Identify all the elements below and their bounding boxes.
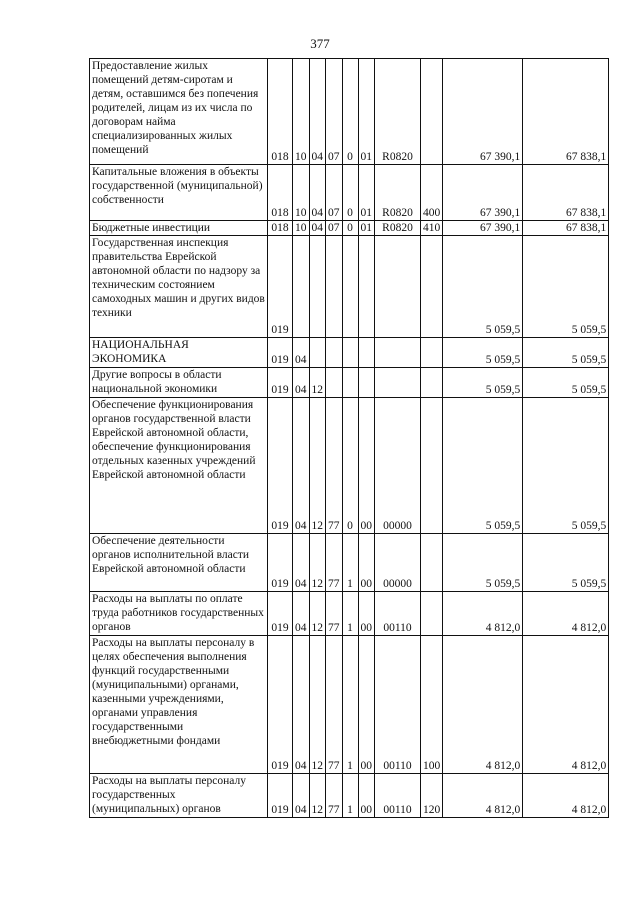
page-number: 377 — [310, 36, 330, 51]
cell-value-1: 4 812,0 — [443, 592, 523, 636]
cell-cs1 — [326, 236, 343, 338]
table-row — [90, 636, 609, 774]
cell-rz: 10 — [293, 221, 310, 236]
cell-rz: 04 — [293, 368, 310, 398]
cell-cs1: 77 — [326, 592, 343, 636]
row-name: Другие вопросы в области национальной экономики — [90, 368, 268, 398]
cell-cs2: 0 — [342, 59, 358, 165]
cell-value-2: 5 059,5 — [523, 338, 609, 368]
cell-gr: 019 — [268, 338, 293, 368]
cell-rz: 04 — [293, 636, 310, 774]
cell-value-1: 67 390,1 — [443, 59, 523, 165]
cell-pr: 12 — [309, 368, 326, 398]
cell-rz: 10 — [293, 59, 310, 165]
cell-cs2: 1 — [342, 534, 358, 592]
cell-rz — [293, 236, 310, 338]
cell-cs3: 01 — [358, 221, 375, 236]
cell-cs4: 00000 — [375, 534, 421, 592]
cell-pr: 12 — [309, 398, 326, 534]
cell-vr — [421, 59, 443, 165]
cell-pr — [309, 338, 326, 368]
cell-cs4 — [375, 338, 421, 368]
cell-value-1: 67 390,1 — [443, 221, 523, 236]
cell-value-2: 67 838,1 — [523, 59, 609, 165]
cell-cs3: 01 — [358, 165, 375, 221]
cell-value-1: 67 390,1 — [443, 165, 523, 221]
cell-gr: 018 — [268, 221, 293, 236]
cell-cs4: 00110 — [375, 774, 421, 818]
cell-cs3 — [358, 368, 375, 398]
cell-pr: 04 — [309, 165, 326, 221]
cell-rz: 04 — [293, 338, 310, 368]
row-name: Обеспечение функционирования органов государственной власти Еврейской автономной области, обеспечение функционирования отдельных казенных учреждений Еврейской автономной области — [90, 398, 268, 534]
cell-cs1: 07 — [326, 221, 343, 236]
cell-value-1: 5 059,5 — [443, 368, 523, 398]
cell-cs4: R0820 — [375, 221, 421, 236]
cell-cs1: 07 — [326, 165, 343, 221]
cell-cs1: 77 — [326, 636, 343, 774]
cell-cs1 — [326, 368, 343, 398]
cell-cs1: 77 — [326, 774, 343, 818]
cell-cs3: 00 — [358, 774, 375, 818]
cell-gr: 019 — [268, 368, 293, 398]
cell-cs4: R0820 — [375, 59, 421, 165]
cell-cs2: 0 — [342, 221, 358, 236]
cell-pr: 12 — [309, 592, 326, 636]
table-row — [90, 338, 609, 368]
row-name: Расходы на выплаты по оплате труда работников государственных органов — [90, 592, 268, 636]
cell-vr — [421, 368, 443, 398]
cell-value-2: 5 059,5 — [523, 398, 609, 534]
cell-vr — [421, 534, 443, 592]
cell-cs1: 77 — [326, 398, 343, 534]
table-row — [90, 221, 609, 236]
row-name: Предоставление жилых помещений детям-сиротам и детям, оставшимся без попечения родителей, лицам из их числа по договорам найма специализированных жилых помещений — [90, 59, 268, 165]
table-row — [90, 59, 609, 165]
cell-value-2: 5 059,5 — [523, 236, 609, 338]
cell-vr: 100 — [421, 636, 443, 774]
row-name: Бюджетные инвестиции — [90, 221, 268, 236]
row-name: Обеспечение деятельности органов исполнительной власти Еврейской автономной области — [90, 534, 268, 592]
cell-pr — [309, 236, 326, 338]
cell-cs3: 00 — [358, 534, 375, 592]
cell-cs2: 0 — [342, 165, 358, 221]
row-name: Капитальные вложения в объекты государственной (муниципальной) собственности — [90, 165, 268, 221]
cell-pr: 04 — [309, 59, 326, 165]
cell-gr: 019 — [268, 534, 293, 592]
table-row — [90, 368, 609, 398]
cell-value-1: 5 059,5 — [443, 398, 523, 534]
cell-vr — [421, 592, 443, 636]
cell-gr: 019 — [268, 236, 293, 338]
cell-cs4: 00000 — [375, 398, 421, 534]
cell-cs3: 00 — [358, 398, 375, 534]
cell-pr: 12 — [309, 774, 326, 818]
cell-value-2: 4 812,0 — [523, 592, 609, 636]
cell-cs4: 00110 — [375, 592, 421, 636]
table-row — [90, 165, 609, 221]
cell-rz: 04 — [293, 774, 310, 818]
row-name: Расходы на выплаты персоналу в целях обеспечения выполнения функций государственными (муниципальными) органами, казенными учреждениями, органами управления государственными внебюджетными фондами — [90, 636, 268, 774]
table-row — [90, 236, 609, 338]
cell-cs3: 00 — [358, 636, 375, 774]
cell-vr: 120 — [421, 774, 443, 818]
cell-cs2: 1 — [342, 774, 358, 818]
cell-value-2: 67 838,1 — [523, 221, 609, 236]
cell-cs2 — [342, 368, 358, 398]
cell-cs2 — [342, 338, 358, 368]
cell-vr: 400 — [421, 165, 443, 221]
cell-vr — [421, 338, 443, 368]
cell-cs4 — [375, 368, 421, 398]
table-row — [90, 534, 609, 592]
cell-gr: 019 — [268, 592, 293, 636]
cell-vr: 410 — [421, 221, 443, 236]
cell-cs1: 07 — [326, 59, 343, 165]
cell-vr — [421, 236, 443, 338]
cell-pr: 12 — [309, 636, 326, 774]
cell-value-2: 67 838,1 — [523, 165, 609, 221]
cell-cs3: 01 — [358, 59, 375, 165]
row-name: Расходы на выплаты персоналу государственных (муниципальных) органов — [90, 774, 268, 818]
cell-vr — [421, 398, 443, 534]
cell-gr: 019 — [268, 774, 293, 818]
table-row — [90, 774, 609, 818]
cell-cs4: R0820 — [375, 165, 421, 221]
cell-rz: 04 — [293, 398, 310, 534]
cell-value-2: 5 059,5 — [523, 368, 609, 398]
cell-value-1: 5 059,5 — [443, 236, 523, 338]
cell-gr: 019 — [268, 398, 293, 534]
cell-cs4: 00110 — [375, 636, 421, 774]
cell-value-1: 4 812,0 — [443, 774, 523, 818]
row-name: НАЦИОНАЛЬНАЯ ЭКОНОМИКА — [90, 338, 268, 368]
row-name: Государственная инспекция правительства Еврейской автономной области по надзору за техническим состоянием самоходных машин и других видов техники — [90, 236, 268, 338]
cell-value-2: 4 812,0 — [523, 636, 609, 774]
cell-cs1: 77 — [326, 534, 343, 592]
cell-cs2: 0 — [342, 398, 358, 534]
cell-value-1: 5 059,5 — [443, 338, 523, 368]
cell-cs2: 1 — [342, 592, 358, 636]
cell-cs2: 1 — [342, 636, 358, 774]
cell-value-1: 5 059,5 — [443, 534, 523, 592]
cell-pr: 12 — [309, 534, 326, 592]
cell-rz: 04 — [293, 534, 310, 592]
table-row — [90, 398, 609, 534]
table-row — [90, 592, 609, 636]
cell-cs1 — [326, 338, 343, 368]
cell-cs3 — [358, 236, 375, 338]
cell-value-1: 4 812,0 — [443, 636, 523, 774]
budget-table — [89, 58, 609, 818]
cell-rz: 10 — [293, 165, 310, 221]
cell-gr: 018 — [268, 59, 293, 165]
cell-cs3: 00 — [358, 592, 375, 636]
cell-value-2: 5 059,5 — [523, 534, 609, 592]
cell-gr: 018 — [268, 165, 293, 221]
cell-cs3 — [358, 338, 375, 368]
cell-value-2: 4 812,0 — [523, 774, 609, 818]
cell-rz: 04 — [293, 592, 310, 636]
cell-pr: 04 — [309, 221, 326, 236]
cell-cs2 — [342, 236, 358, 338]
cell-gr: 019 — [268, 636, 293, 774]
cell-cs4 — [375, 236, 421, 338]
